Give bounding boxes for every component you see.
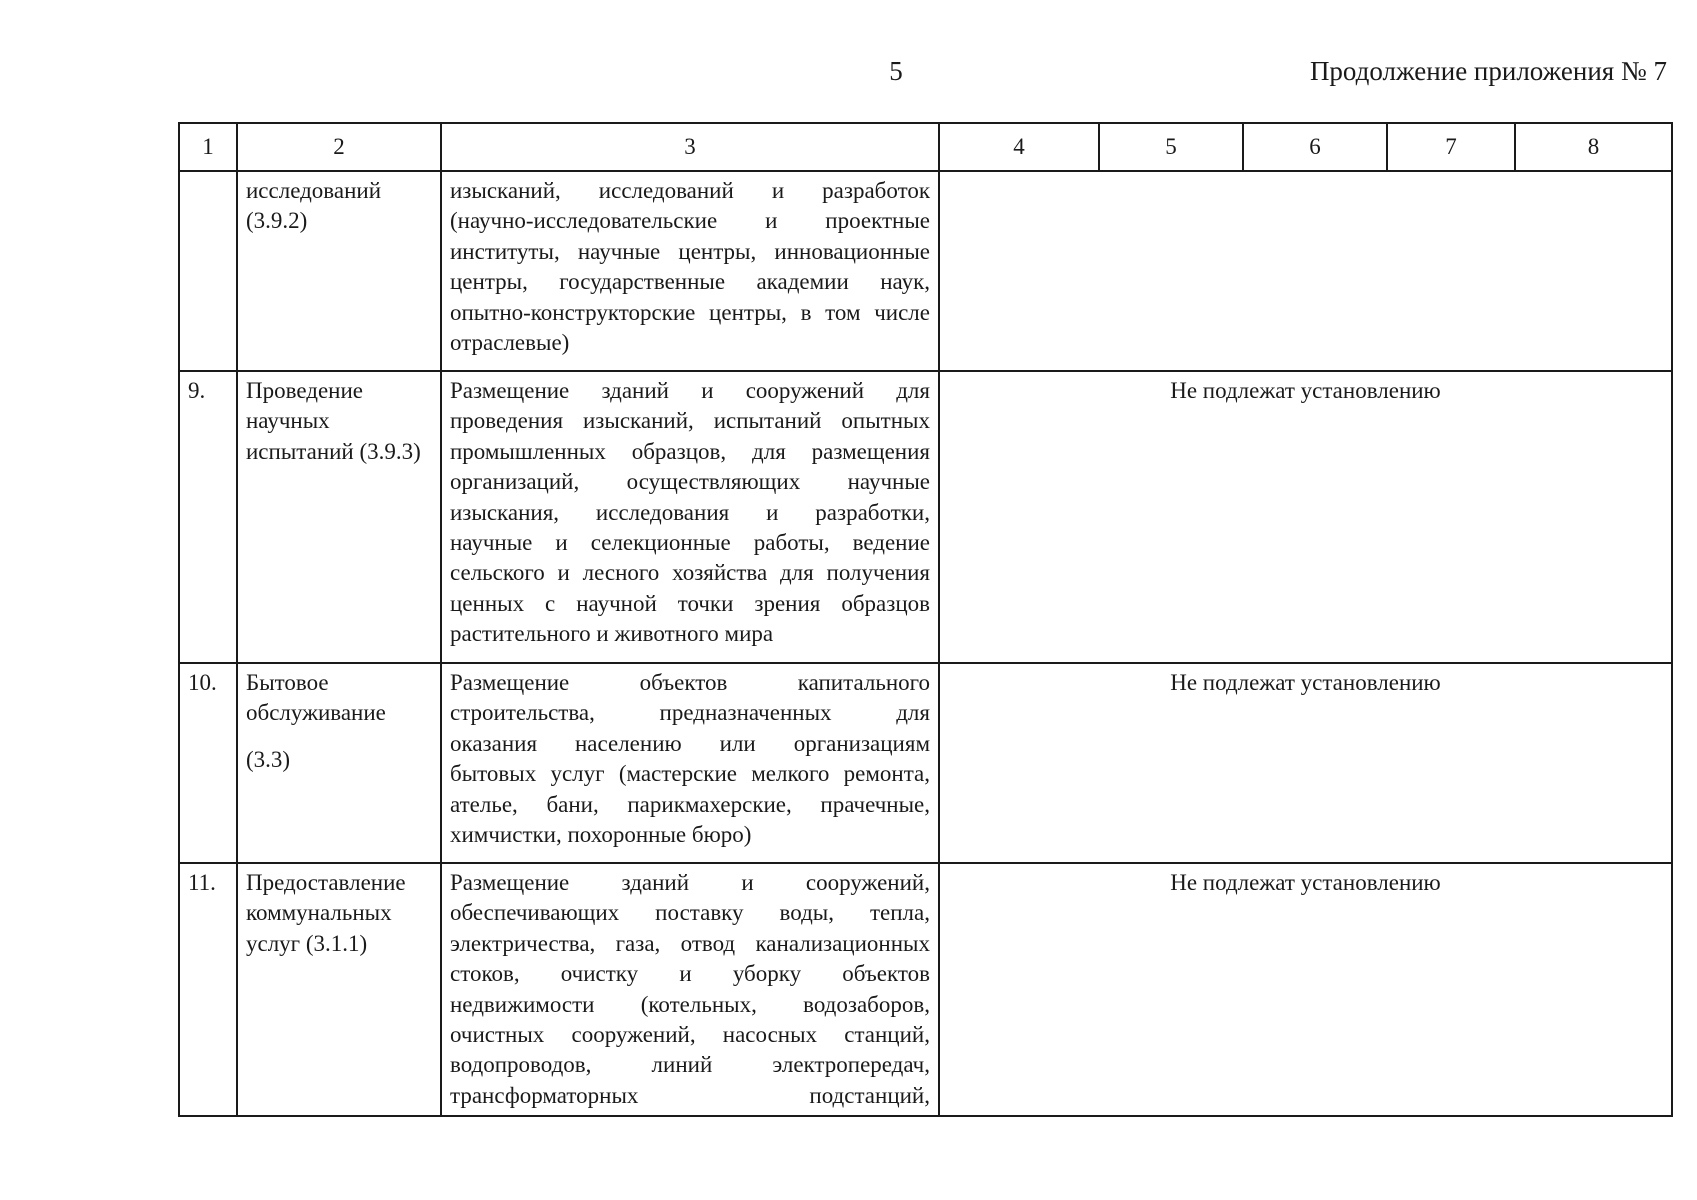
desc-line: организаций, осуществляющих научные (450, 469, 930, 495)
use-type-name (237, 863, 441, 1116)
parameters-cell: Не подлежат установлению (939, 663, 1672, 863)
table-row (179, 863, 1672, 1116)
name-line: исследований (246, 178, 382, 203)
desc-line: недвижимости (котельных, водозаборов, (450, 991, 930, 1017)
desc-line: отраслевые) (450, 330, 570, 356)
desc-line: центры, государственные академии наук, (450, 269, 930, 295)
row-number (179, 171, 237, 371)
name-line: научных (246, 408, 330, 434)
row-number: 11. (179, 863, 237, 1116)
row-number: 10. (179, 663, 237, 863)
desc-line: очистных сооружений, насосных станций, (450, 1022, 930, 1048)
column-header: 7 (1387, 123, 1515, 171)
use-type-description (441, 371, 939, 663)
appendix-title: Продолжение приложения № 7 (1309, 56, 1667, 86)
desc-line: опытно-конструкторские центры, в том числе (450, 299, 930, 325)
column-header: 8 (1515, 123, 1672, 171)
use-type-name (237, 171, 441, 371)
row-number: 9. (179, 371, 237, 663)
desc-line: Размещение объектов капитального (450, 670, 930, 695)
name-line: Предоставление (246, 870, 406, 895)
column-header: 6 (1243, 123, 1387, 171)
desc-line: ценных с научной точки зрения образцов (450, 590, 930, 616)
column-number-row (179, 123, 1672, 171)
desc-line: институты, научные центры, инновационные (450, 238, 930, 264)
name-line: (3.9.2) (246, 208, 308, 234)
desc-line: трансформаторных подстанций, (450, 1082, 930, 1108)
name-line: (3.3) (246, 746, 291, 772)
desc-line: проведения изысканий, испытаний опытных (450, 408, 930, 434)
table-row (179, 663, 1672, 863)
desc-line: научные и селекционные работы, ведение (450, 530, 930, 556)
use-type-name (237, 663, 441, 863)
use-type-description (441, 663, 939, 863)
desc-line: сельского и лесного хозяйства для получения (450, 560, 930, 586)
desc-line: (научно-исследовательские и проектные (450, 208, 930, 234)
name-line: Бытовое (246, 670, 329, 695)
desc-line: обеспечивающих поставку воды, тепла, (450, 900, 930, 926)
desc-line: изыскания, исследования и разработки, (450, 499, 930, 525)
desc-line: ателье, бани, парикмахерские, прачечные, (450, 791, 930, 817)
name-line: Проведение (246, 378, 363, 403)
land-use-table (178, 122, 1673, 1117)
parameters-cell: Не подлежат установлению (939, 863, 1672, 1116)
desc-line: бытовых услуг (мастерские мелкого ремонта, (450, 761, 930, 787)
parameters-cell: Не подлежат установлению (939, 371, 1672, 663)
table-row (179, 171, 1672, 371)
parameters-cell (939, 171, 1672, 371)
desc-line: растительного и животного мира (450, 621, 774, 647)
name-line: обслуживание (246, 700, 386, 726)
column-header: 4 (939, 123, 1099, 171)
desc-line: изысканий, исследований и разработок (450, 178, 930, 203)
desc-line: Размещение зданий и сооружений, (450, 870, 930, 895)
desc-line: оказания населению или организациям (450, 730, 930, 756)
page-number: 5 (889, 56, 903, 86)
use-type-name (237, 371, 441, 663)
desc-line: химчистки, похоронные бюро) (450, 822, 752, 848)
name-line: коммунальных (246, 900, 392, 926)
desc-line: водопроводов, линий электропередач, (450, 1052, 930, 1078)
column-header: 1 (179, 123, 237, 171)
desc-line: электричества, газа, отвод канализационных (450, 930, 930, 956)
desc-line: строительства, предназначенных для (450, 700, 930, 726)
name-line: услуг (3.1.1) (246, 930, 368, 956)
desc-line: стоков, очистку и уборку объектов (450, 961, 930, 987)
use-type-description (441, 171, 939, 371)
column-header: 5 (1099, 123, 1243, 171)
desc-line: промышленных образцов, для размещения (450, 438, 930, 464)
desc-line: Размещение зданий и сооружений для (450, 378, 930, 403)
table-row (179, 371, 1672, 663)
name-line: испытаний (3.9.3) (246, 438, 421, 464)
column-header: 2 (237, 123, 441, 171)
column-header: 3 (441, 123, 939, 171)
use-type-description (441, 863, 939, 1116)
